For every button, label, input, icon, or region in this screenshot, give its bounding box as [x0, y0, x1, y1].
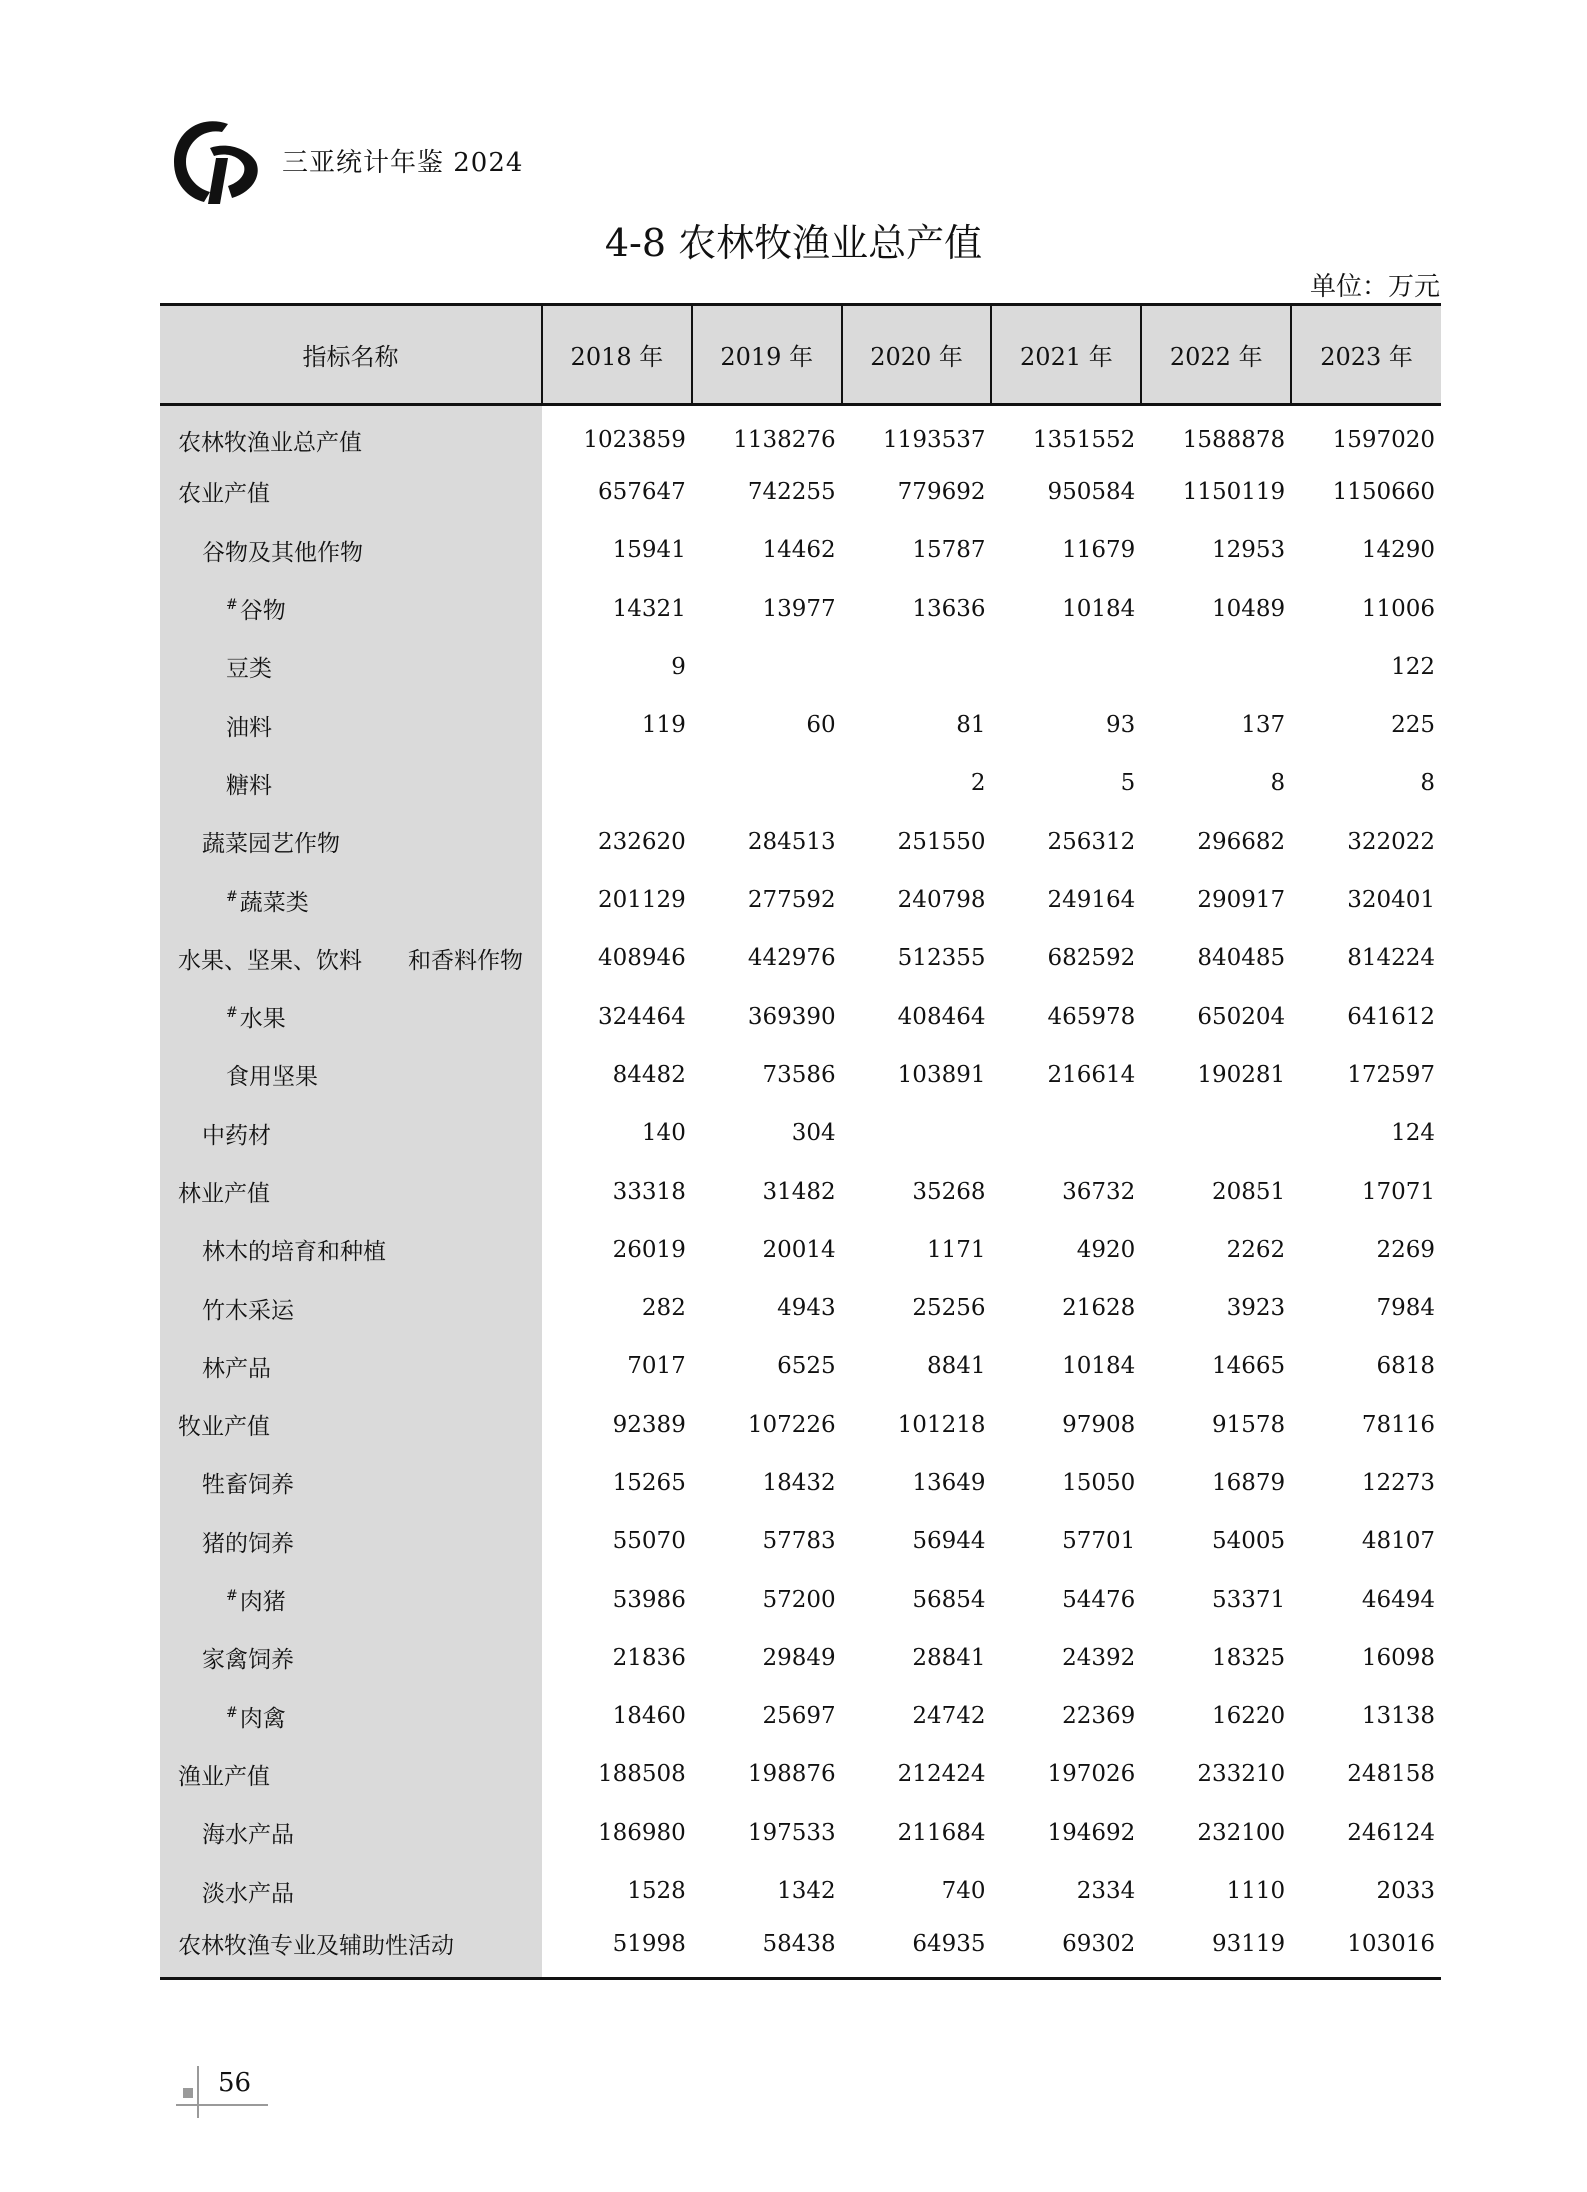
value-cell: 2033 — [1376, 1878, 1435, 1905]
value-cell: 248158 — [1347, 1761, 1435, 1788]
indicator-name-text: 油料 — [226, 714, 272, 741]
value-cell: 284513 — [747, 828, 836, 855]
value-cell: 950584 — [1047, 478, 1136, 505]
indicator-name-text: 渔业产值 — [178, 1763, 270, 1790]
value-cell: 172597 — [1347, 1061, 1435, 1088]
table-row — [160, 1745, 1441, 1803]
of-which-mark: # — [226, 888, 238, 905]
indicator-name-text: 淡水产品 — [202, 1880, 294, 1907]
value-cell: 29849 — [762, 1644, 836, 1671]
value-cell: 296682 — [1197, 828, 1286, 855]
value-cell: 22369 — [1062, 1703, 1136, 1730]
indicator-name-text: 蔬菜类 — [239, 889, 309, 916]
value-cell: 21836 — [612, 1644, 686, 1671]
value-cell: 16098 — [1361, 1644, 1435, 1671]
indicator-name-text: 肉禽 — [239, 1705, 286, 1732]
indicator-name — [160, 1221, 542, 1279]
value-cell: 197026 — [1047, 1761, 1136, 1788]
value-cell: 3923 — [1226, 1295, 1286, 1322]
indicator-name-text: 谷物 — [239, 598, 286, 625]
value-cell: 24742 — [912, 1703, 986, 1730]
value-cell: 322022 — [1347, 828, 1435, 855]
value-cell: 25256 — [912, 1295, 986, 1322]
value-cell: 69302 — [991, 1920, 1141, 1978]
value-cell: 408464 — [897, 1003, 986, 1030]
indicator-name-text: 肉猪 — [239, 1589, 286, 1616]
indicator-name — [160, 521, 542, 579]
value-cell: 31482 — [762, 1178, 836, 1205]
value-cell: 1351552 — [1032, 427, 1136, 454]
value-cell: 512355 — [897, 945, 986, 972]
table-row — [160, 1104, 1441, 1162]
value-cell: 73586 — [762, 1061, 836, 1088]
header-year: 2018 年 — [542, 305, 692, 405]
value-cell: 2334 — [1076, 1878, 1136, 1905]
table-row — [160, 754, 1441, 812]
value-cell: 93119 — [1141, 1920, 1291, 1978]
value-cell: 442976 — [747, 945, 836, 972]
header-year: 2020 年 — [842, 305, 992, 405]
value-cell: 1588878 — [1182, 427, 1286, 454]
table-row — [160, 1221, 1441, 1279]
value-cell: 8841 — [926, 1353, 986, 1380]
value-cell: 186980 — [598, 1819, 686, 1846]
value-cell: 249164 — [1047, 887, 1136, 914]
value-cell: 46494 — [1361, 1586, 1435, 1613]
value-cell: 107226 — [747, 1411, 836, 1438]
indicator-name-text: 谷物及其他作物 — [202, 539, 363, 566]
value-cell: 9 — [671, 653, 686, 680]
value-cell: 197533 — [747, 1819, 836, 1846]
indicator-name-text: 竹木采运 — [202, 1297, 294, 1324]
value-cell: 233210 — [1197, 1761, 1286, 1788]
table-row — [160, 1512, 1441, 1570]
value-cell: 10184 — [1062, 595, 1136, 622]
header-year: 2023 年 — [1291, 305, 1441, 405]
value-cell: 57783 — [762, 1528, 836, 1555]
value-cell: 779692 — [897, 478, 986, 505]
indicator-name-text: 猪的饲养 — [202, 1530, 294, 1557]
of-which-mark: # — [226, 1588, 238, 1605]
value-cell — [692, 754, 842, 812]
value-cell: 10184 — [1062, 1353, 1136, 1380]
value-cell: 53371 — [1211, 1586, 1286, 1613]
value-cell: 53986 — [612, 1586, 686, 1613]
value-cell: 11006 — [1361, 595, 1435, 622]
indicator-name — [160, 813, 542, 871]
indicator-name-text: 林产品 — [202, 1355, 271, 1382]
indicator-name — [160, 1862, 542, 1920]
value-cell: 13977 — [762, 595, 836, 622]
value-cell: 246124 — [1347, 1819, 1435, 1846]
value-cell: 78116 — [1361, 1411, 1435, 1438]
indicator-name — [160, 1279, 542, 1337]
value-cell: 14290 — [1361, 537, 1435, 564]
value-cell: 201129 — [598, 887, 686, 914]
value-cell: 92389 — [612, 1411, 686, 1438]
indicator-name — [160, 1629, 542, 1687]
value-cell: 194692 — [1047, 1819, 1136, 1846]
of-which-mark: # — [226, 597, 238, 614]
value-cell: 36732 — [1062, 1178, 1136, 1205]
value-cell: 20014 — [762, 1236, 836, 1263]
indicator-name-text: 豆类 — [226, 656, 272, 683]
value-cell: 57701 — [1062, 1528, 1136, 1555]
output-value-table — [160, 303, 1441, 1980]
table-row — [160, 871, 1441, 929]
indicator-name-text: 农林牧渔专业及辅助性活动 — [178, 1933, 454, 1960]
value-cell: 14321 — [612, 595, 686, 622]
indicator-name — [160, 929, 542, 987]
indicator-name — [160, 754, 542, 812]
value-cell: 13649 — [912, 1469, 986, 1496]
indicator-name — [160, 987, 542, 1045]
indicator-name-text: 水果、坚果、饮料 和香料作物 — [178, 947, 523, 974]
value-cell: 1150660 — [1332, 478, 1435, 505]
value-cell: 188508 — [598, 1761, 686, 1788]
value-cell: 15050 — [1062, 1469, 1136, 1496]
table-title: 4-8 农林牧渔业总产值 — [604, 221, 983, 265]
value-cell: 320401 — [1347, 887, 1435, 914]
value-cell — [542, 754, 692, 812]
value-cell: 814224 — [1347, 945, 1435, 972]
value-cell: 54005 — [1211, 1528, 1286, 1555]
value-cell — [1141, 638, 1291, 696]
indicator-name-text: 中药材 — [202, 1122, 271, 1149]
indicator-name-text: 水果 — [239, 1006, 286, 1033]
value-cell: 4920 — [1076, 1236, 1136, 1263]
value-cell: 97908 — [1062, 1411, 1136, 1438]
table-row — [160, 1046, 1441, 1104]
value-cell: 33318 — [612, 1178, 686, 1205]
indicator-name — [160, 1162, 542, 1220]
indicator-name-text: 糖料 — [226, 772, 272, 799]
value-cell: 119 — [641, 712, 686, 739]
indicator-name-text: 农林牧渔业总产值 — [178, 429, 362, 456]
value-cell: 18460 — [612, 1703, 686, 1730]
value-cell: 11679 — [1062, 537, 1136, 564]
value-cell: 56854 — [912, 1586, 986, 1613]
value-cell: 7984 — [1376, 1295, 1435, 1322]
value-cell: 58438 — [692, 1920, 842, 1978]
value-cell: 1342 — [777, 1878, 836, 1905]
table-row — [160, 1570, 1441, 1628]
value-cell: 1138276 — [733, 427, 836, 454]
value-cell: 6525 — [777, 1353, 836, 1380]
indicator-name-text: 家禽饲养 — [202, 1647, 294, 1674]
indicator-name-text: 蔬菜园艺作物 — [202, 831, 340, 858]
table-row — [160, 1687, 1441, 1745]
value-cell: 81 — [956, 712, 986, 739]
table-row — [160, 405, 1441, 463]
value-cell: 232100 — [1197, 1819, 1286, 1846]
indicator-name — [160, 1512, 542, 1570]
indicator-name-text: 海水产品 — [202, 1822, 294, 1849]
value-cell: 101218 — [897, 1411, 986, 1438]
table-row — [160, 1162, 1441, 1220]
value-cell: 304 — [791, 1120, 836, 1147]
value-cell: 641612 — [1347, 1003, 1435, 1030]
indicator-name — [160, 1337, 542, 1395]
value-cell: 91578 — [1211, 1411, 1286, 1438]
indicator-name-text: 林业产值 — [178, 1181, 270, 1207]
value-cell: 93 — [1106, 712, 1136, 739]
value-cell — [1141, 1104, 1291, 1162]
table-row — [160, 1279, 1441, 1337]
value-cell: 12953 — [1211, 537, 1286, 564]
table-row — [160, 1396, 1441, 1454]
value-cell: 8 — [1420, 770, 1435, 797]
value-cell: 251550 — [897, 828, 986, 855]
value-cell: 225 — [1391, 712, 1435, 739]
table-row — [160, 1920, 1441, 1978]
table-header-row — [160, 305, 1441, 405]
indicator-name — [160, 638, 542, 696]
value-cell: 1193537 — [883, 427, 986, 454]
book-title: 三亚统计年鉴 2024 — [282, 148, 524, 178]
table-row — [160, 929, 1441, 987]
table-row — [160, 813, 1441, 871]
indicator-name-text: 食用坚果 — [226, 1064, 318, 1091]
footer-divider-horizontal — [176, 2104, 268, 2106]
value-cell — [692, 638, 842, 696]
of-which-mark: # — [226, 1005, 238, 1022]
header-year: 2022 年 — [1141, 305, 1291, 405]
indicator-name — [160, 1454, 542, 1512]
footer-divider-vertical — [197, 2066, 199, 2118]
value-cell: 28841 — [912, 1644, 986, 1671]
value-cell: 64935 — [842, 1920, 992, 1978]
value-cell: 14665 — [1211, 1353, 1286, 1380]
table-row — [160, 579, 1441, 637]
page-number: 56 — [218, 2068, 252, 2098]
value-cell — [842, 1104, 992, 1162]
value-cell: 1110 — [1226, 1878, 1286, 1905]
footer-marker — [183, 2088, 193, 2098]
value-cell: 60 — [806, 712, 836, 739]
value-cell — [991, 1104, 1141, 1162]
table-body — [160, 405, 1441, 1979]
header-indicator-name: 指标名称 — [160, 305, 542, 405]
value-cell: 1150119 — [1182, 478, 1286, 505]
value-cell: 122 — [1391, 653, 1435, 680]
value-cell: 369390 — [747, 1003, 836, 1030]
value-cell: 682592 — [1047, 945, 1136, 972]
value-cell: 35268 — [912, 1178, 986, 1205]
value-cell: 282 — [641, 1295, 686, 1322]
indicator-name-text: 林木的培育和种植 — [202, 1239, 386, 1266]
value-cell: 1023859 — [583, 427, 686, 454]
table-row — [160, 1862, 1441, 1920]
value-cell: 17071 — [1361, 1178, 1435, 1205]
indicator-name — [160, 463, 542, 521]
value-cell: 465978 — [1047, 1003, 1136, 1030]
value-cell: 277592 — [747, 887, 836, 914]
value-cell — [842, 638, 992, 696]
value-cell: 137 — [1241, 712, 1286, 739]
value-cell: 124 — [1391, 1120, 1435, 1147]
table-row — [160, 1454, 1441, 1512]
value-cell: 7017 — [627, 1353, 686, 1380]
value-cell: 51998 — [542, 1920, 692, 1978]
indicator-name — [160, 579, 542, 637]
value-cell: 13138 — [1361, 1703, 1435, 1730]
value-cell: 54476 — [1062, 1586, 1136, 1613]
value-cell: 1171 — [926, 1236, 986, 1263]
value-cell: 13636 — [912, 595, 986, 622]
value-cell: 216614 — [1047, 1061, 1136, 1088]
value-cell: 408946 — [598, 945, 686, 972]
yearbook-logo — [170, 118, 262, 206]
value-cell: 1597020 — [1332, 427, 1435, 454]
value-cell: 48107 — [1361, 1528, 1435, 1555]
header-year: 2021 年 — [991, 305, 1141, 405]
value-cell: 2262 — [1226, 1236, 1286, 1263]
indicator-name — [160, 1104, 542, 1162]
value-cell: 212424 — [897, 1761, 986, 1788]
value-cell: 657647 — [598, 478, 686, 505]
value-cell: 650204 — [1197, 1003, 1286, 1030]
table-row — [160, 987, 1441, 1045]
value-cell: 256312 — [1047, 828, 1136, 855]
value-cell: 290917 — [1197, 887, 1286, 914]
value-cell: 56944 — [912, 1528, 986, 1555]
indicator-name — [160, 1570, 542, 1628]
value-cell: 10489 — [1211, 595, 1286, 622]
value-cell: 5 — [1120, 770, 1136, 797]
value-cell: 14462 — [762, 537, 836, 564]
value-cell: 16879 — [1211, 1469, 1286, 1496]
indicator-name — [160, 696, 542, 754]
indicator-name-text: 牲畜饲养 — [202, 1472, 294, 1499]
indicator-name — [160, 871, 542, 929]
indicator-name — [160, 405, 542, 463]
table-row — [160, 638, 1441, 696]
value-cell: 740 — [941, 1878, 986, 1905]
value-cell: 21628 — [1062, 1295, 1136, 1322]
value-cell: 24392 — [1062, 1644, 1136, 1671]
indicator-name — [160, 1804, 542, 1862]
value-cell: 240798 — [897, 887, 986, 914]
value-cell: 15265 — [612, 1469, 686, 1496]
header-year: 2019 年 — [692, 305, 842, 405]
value-cell: 26019 — [612, 1236, 686, 1263]
indicator-name — [160, 1687, 542, 1745]
value-cell: 8 — [1270, 770, 1286, 797]
unit-label: 单位：万元 — [1309, 272, 1440, 302]
value-cell: 103016 — [1291, 1920, 1441, 1978]
value-cell: 55070 — [612, 1528, 686, 1555]
value-cell: 57200 — [762, 1586, 836, 1613]
indicator-name — [160, 1046, 542, 1104]
indicator-name-text: 农业产值 — [178, 481, 270, 508]
table-row — [160, 1629, 1441, 1687]
value-cell: 18325 — [1211, 1644, 1286, 1671]
value-cell: 840485 — [1197, 945, 1286, 972]
indicator-name — [160, 1920, 542, 1978]
value-cell: 1528 — [627, 1878, 686, 1905]
value-cell: 103891 — [897, 1061, 986, 1088]
value-cell: 211684 — [897, 1819, 986, 1846]
value-cell: 4943 — [777, 1295, 836, 1322]
indicator-name — [160, 1745, 542, 1803]
value-cell: 16220 — [1211, 1703, 1286, 1730]
value-cell: 20851 — [1211, 1178, 1286, 1205]
table-row — [160, 696, 1441, 754]
value-cell: 324464 — [598, 1003, 686, 1030]
indicator-name — [160, 1396, 542, 1454]
value-cell: 742255 — [747, 478, 836, 505]
value-cell: 2269 — [1376, 1236, 1435, 1263]
value-cell: 15941 — [612, 537, 686, 564]
value-cell: 84482 — [612, 1061, 686, 1088]
table-row — [160, 1337, 1441, 1395]
value-cell: 15787 — [912, 537, 986, 564]
indicator-name-text: 牧业产值 — [178, 1414, 270, 1441]
value-cell: 190281 — [1197, 1061, 1286, 1088]
value-cell: 25697 — [762, 1703, 836, 1730]
value-cell: 2 — [970, 770, 986, 797]
value-cell — [991, 638, 1141, 696]
value-cell: 12273 — [1361, 1469, 1435, 1496]
of-which-mark: # — [226, 1705, 238, 1722]
value-cell: 232620 — [598, 828, 686, 855]
value-cell: 198876 — [747, 1761, 836, 1788]
value-cell: 18432 — [762, 1469, 836, 1496]
table-row — [160, 463, 1441, 521]
value-cell: 6818 — [1376, 1353, 1435, 1380]
table-row — [160, 521, 1441, 579]
value-cell: 140 — [641, 1120, 686, 1147]
table-row — [160, 1804, 1441, 1862]
